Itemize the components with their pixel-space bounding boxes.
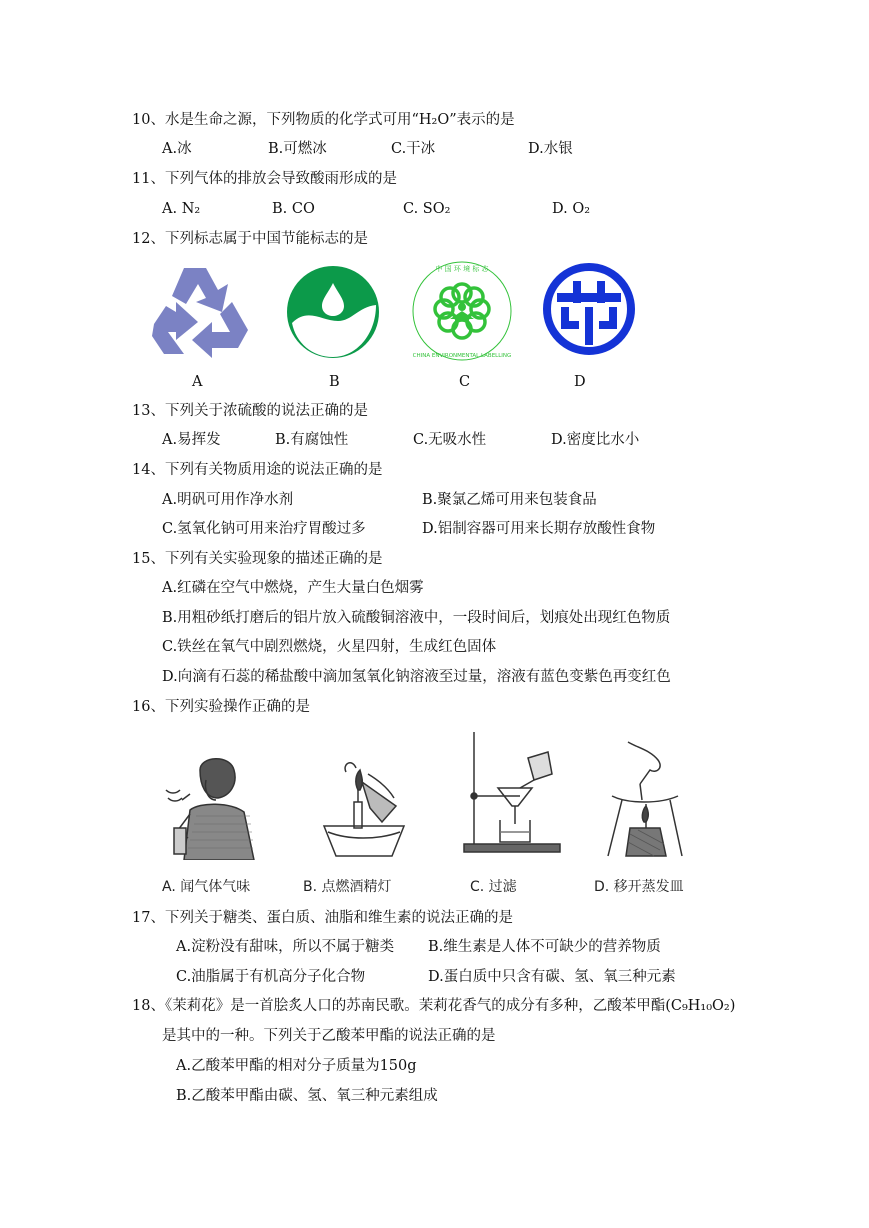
figure-caption-a: A. 闻气体气味 <box>162 879 251 895</box>
question-17-option-b: B.维生素是人体不可缺少的营养物质 <box>428 939 661 955</box>
question-15-option-c: C.铁丝在氧气中剧烈燃烧，火星四射，生成红色固体 <box>162 639 497 655</box>
logo-label-d: D <box>574 374 586 390</box>
question-14-stem: 14、下列有关物质用途的说法正确的是 <box>132 462 383 478</box>
question-13-option-d: D.密度比水小 <box>551 432 640 448</box>
question-10-option-b: B.可燃冰 <box>268 141 327 157</box>
question-18-option-a: A.乙酸苯甲酯的相对分子质量为150g <box>176 1058 417 1074</box>
energy-saving-logo-icon <box>543 263 635 355</box>
question-12-stem: 12、下列标志属于中国节能标志的是 <box>132 231 368 247</box>
smelling-gas-figure <box>160 750 260 860</box>
question-13-option-b: B.有腐蚀性 <box>275 432 349 448</box>
question-15-option-b: B.用粗砂纸打磨后的铝片放入硫酸铜溶液中，一段时间后，划痕处出现红色物质 <box>162 610 671 626</box>
question-14-option-a: A.明矾可用作净水剂 <box>162 492 294 508</box>
question-11-stem: 11、下列气体的排放会导致酸雨形成的是 <box>132 171 397 187</box>
question-17-stem: 17、下列关于糖类、蛋白质、油脂和维生素的说法正确的是 <box>132 910 513 926</box>
question-15-option-a: A.红磷在空气中燃烧，产生大量白色烟雾 <box>162 580 424 596</box>
question-11-option-c: C. SO₂ <box>403 201 451 217</box>
question-13-option-a: A.易挥发 <box>162 432 221 448</box>
question-18-stem-line-1: 18、《茉莉花》是一首脍炙人口的苏南民歌。茉莉花香气的成分有多种，乙酸苯甲酯(C₉H₁₀O₂) <box>132 998 736 1014</box>
question-17-option-a: A.淀粉没有甜味，所以不属于糖类 <box>176 939 395 955</box>
question-11-option-b: B. CO <box>272 201 315 217</box>
question-16-stem: 16、下列实验操作正确的是 <box>132 699 310 715</box>
logo-label-c: C <box>459 374 471 390</box>
recycle-icon <box>148 262 252 360</box>
logo-label-b: B <box>329 374 340 390</box>
evaporating-dish-figure <box>598 738 694 860</box>
question-17-option-c: C.油脂属于有机高分子化合物 <box>176 969 366 985</box>
question-15-stem: 15、下列有关实验现象的描述正确的是 <box>132 551 383 567</box>
question-13-stem: 13、下列关于浓硫酸的说法正确的是 <box>132 403 368 419</box>
question-10-option-c: C.干冰 <box>391 141 436 157</box>
question-11-option-d: D. O₂ <box>552 201 591 217</box>
question-14-option-b: B.聚氯乙烯可用来包装食品 <box>422 492 597 508</box>
question-10-option-a: A.冰 <box>162 141 192 157</box>
question-17-option-d: D.蛋白质中只含有碳、氢、氧三种元素 <box>428 969 676 985</box>
svg-text:中 国 环 境 标 志: 中 国 环 境 标 志 <box>435 265 489 273</box>
svg-text:CHINA ENVIRONMENTAL LABELLING: CHINA ENVIRONMENTAL LABELLING <box>412 353 512 359</box>
question-14-option-c: C.氢氧化钠可用来治疗胃酸过多 <box>162 521 366 537</box>
question-11-option-a: A. N₂ <box>162 201 201 217</box>
logo-label-a: A <box>192 374 203 390</box>
figure-caption-c: C. 过滤 <box>470 879 517 895</box>
question-10-stem: 10、水是生命之源，下列物质的化学式可用“H₂O”表示的是 <box>132 112 515 128</box>
water-saving-logo-icon <box>286 265 380 359</box>
figure-caption-b: B. 点燃酒精灯 <box>303 879 392 895</box>
question-15-option-d: D.向滴有石蕊的稀盐酸中滴加氢氧化钠溶液至过量，溶液有蓝色变紫色再变红色 <box>162 669 671 685</box>
environmental-label-icon <box>410 259 514 363</box>
question-18-option-b: B.乙酸苯甲酯由碳、氢、氧三种元素组成 <box>176 1088 438 1104</box>
filtration-figure <box>460 728 564 856</box>
question-13-option-c: C.无吸水性 <box>413 432 487 448</box>
question-10-option-d: D.水银 <box>528 141 573 157</box>
alcohol-lamp-figure <box>318 752 410 860</box>
question-14-option-d: D.铝制容器可用来长期存放酸性食物 <box>422 521 656 537</box>
question-18-stem-line-2: 是其中的一种。下列关于乙酸苯甲酯的说法正确的是 <box>162 1028 496 1044</box>
figure-caption-d: D. 移开蒸发皿 <box>594 879 684 895</box>
